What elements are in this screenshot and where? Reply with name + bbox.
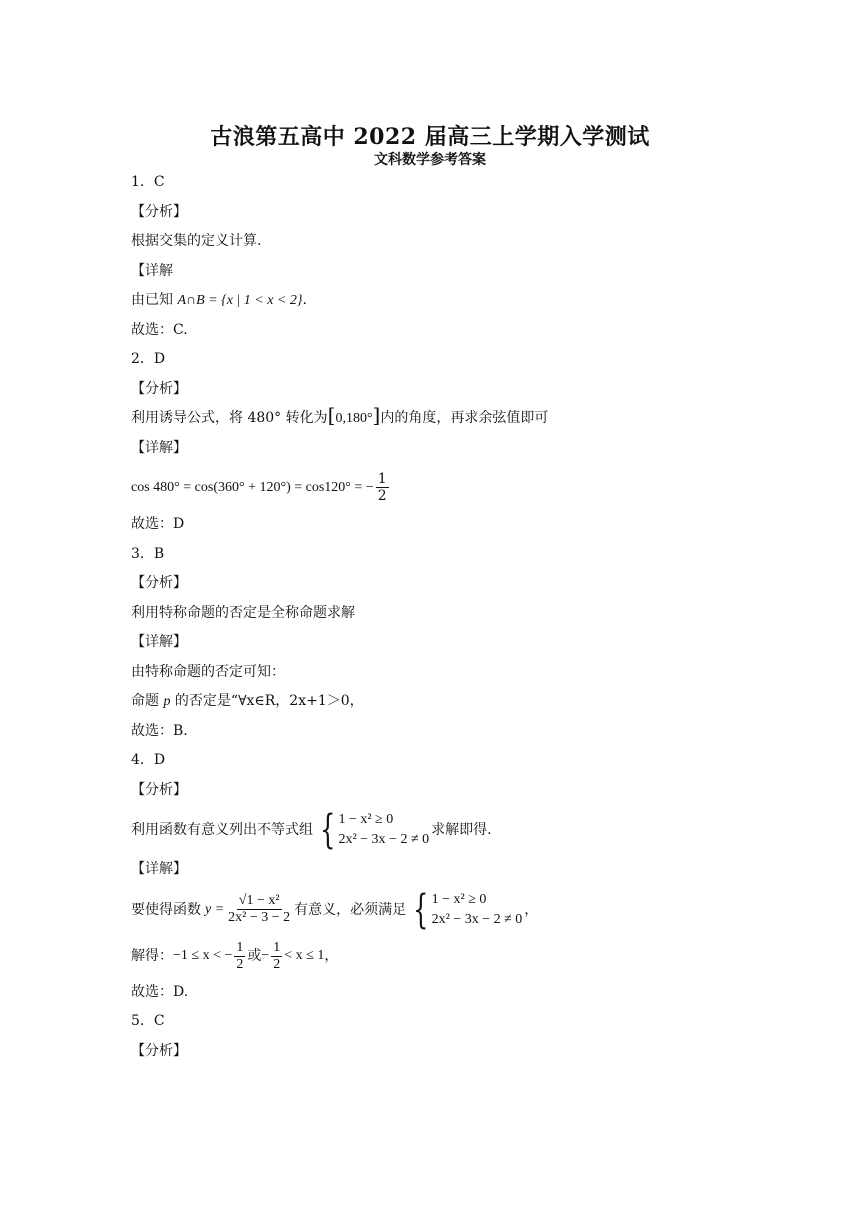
- q2-analysis-pre: 利用诱导公式，将 480° 转化为: [131, 410, 328, 426]
- answer-content: [131, 168, 731, 1066]
- q4-detail-sys-row1: 1 − x² ≥ 0: [431, 891, 487, 907]
- q3-answer: 3．B: [131, 545, 165, 562]
- q2-interval: 0,180°: [335, 411, 373, 426]
- q4-solve-frac2-den: 2: [273, 956, 281, 972]
- q4-sys-row2: 2x² − 3x − 2 ≠ 0: [338, 832, 430, 847]
- q4-detail-pre: 要使得函数: [131, 901, 201, 918]
- q4-solve-frac2: [271, 940, 282, 973]
- q1-detail-prefix: 由已知: [131, 292, 173, 308]
- q4-solve-frac1: [234, 940, 245, 973]
- q1-analysis: 根据交集的定义计算.: [131, 233, 262, 249]
- q4-inequality-system: [315, 807, 430, 853]
- q2-frac-num: 1: [377, 471, 387, 487]
- q4-analysis-pre: 利用函数有意义列出不等式组: [131, 822, 313, 838]
- q4-solve-pre: 解得：: [131, 948, 173, 964]
- q4-solve-frac1-num: 1: [236, 939, 244, 955]
- left-brace-icon: {: [413, 886, 429, 933]
- page-subtitle: 文科数学参考答案: [374, 152, 486, 168]
- q4-analysis: [131, 805, 731, 855]
- q4-answer: 4．D: [131, 752, 166, 768]
- q3-analysis-tag: 【分析】: [131, 575, 187, 591]
- q4-solve-expr2: < x ≤ 1: [284, 948, 325, 963]
- q4-func-num: √1 − x²: [238, 893, 280, 908]
- q4-solve-or: 或: [247, 948, 262, 964]
- q3-analysis: 利用特称命题的否定是全称命题求解: [131, 604, 355, 621]
- q4-func-fraction: [226, 893, 292, 926]
- q4-detail-tag: 【详解】: [131, 861, 187, 877]
- q4-solve-frac1-den: 2: [236, 956, 244, 972]
- q4-func-den: 2x² − 3 − 2: [228, 910, 291, 925]
- q4-detail-system: [408, 886, 523, 933]
- q4-func-lhs: y =: [205, 901, 225, 917]
- q2-analysis-post: 内的角度，再求余弦值即可: [380, 410, 549, 426]
- q2-fraction: [376, 471, 389, 504]
- q2-frac-den: 2: [377, 488, 387, 504]
- q4-detail-sys-row2: 2x² − 3x − 2 ≠ 0: [431, 911, 523, 927]
- q1-detail-tag: 【详解: [131, 262, 173, 279]
- q2-answer: 2．D: [131, 351, 166, 367]
- q4-solve-minus: −: [261, 948, 270, 963]
- q1-detail: [131, 286, 731, 316]
- q5-answer: 5．C: [131, 1013, 165, 1029]
- q4-detail: [131, 885, 731, 935]
- page-title: 古浪第五高中 2022 届高三上学期入学测试: [210, 124, 650, 150]
- q4-solve-expr1: −1 ≤ x < −: [173, 948, 233, 963]
- q3-detail1: 由特称命题的否定可知：: [131, 663, 285, 680]
- q2-detail: [131, 463, 731, 510]
- q5-analysis-tag: 【分析】: [131, 1042, 187, 1059]
- q4-solve: [131, 935, 731, 978]
- q2-conclusion: 故选：D: [131, 516, 185, 532]
- q4-solve-post: ，: [324, 948, 339, 964]
- q3-detail2-mid: 的否定是“∀x∈R，2x+1＞0，: [174, 693, 364, 709]
- q4-conclusion: 故选：D.: [131, 983, 189, 1000]
- q2-detail-tag: 【详解】: [131, 439, 187, 456]
- q4-detail-post: ，: [524, 901, 539, 918]
- q1-answer: 1．C: [131, 174, 165, 190]
- q4-detail-mid: 有意义，必须满足: [294, 901, 407, 918]
- q3-conclusion: 故选：B.: [131, 722, 188, 739]
- q3-detail2-var: p: [163, 694, 171, 709]
- q1-analysis-tag: 【分析】: [131, 203, 187, 220]
- q2-expr: cos 480° = cos(360° + 120°) = cos120° = −: [131, 479, 374, 495]
- q4-sys-row1: 1 − x² ≥ 0: [338, 812, 394, 827]
- q1-expr: A∩B = {x | 1 < x < 2}: [177, 293, 303, 308]
- left-brace-icon: {: [320, 807, 336, 853]
- q4-solve-frac2-num: 1: [273, 939, 281, 955]
- q4-analysis-post: 求解即得.: [431, 822, 492, 838]
- q2-analysis-tag: 【分析】: [131, 380, 187, 397]
- left-bracket-icon: [: [327, 403, 336, 427]
- q3-detail-tag: 【详解】: [131, 634, 187, 650]
- q3-detail2: [131, 687, 731, 717]
- right-bracket-icon: ]: [372, 403, 381, 427]
- q4-analysis-tag: 【分析】: [131, 781, 187, 798]
- q1-detail-suffix: .: [302, 292, 307, 308]
- q1-conclusion: 故选：C.: [131, 321, 188, 338]
- q2-analysis: [131, 404, 731, 434]
- q3-detail2-pre: 命题: [131, 693, 159, 709]
